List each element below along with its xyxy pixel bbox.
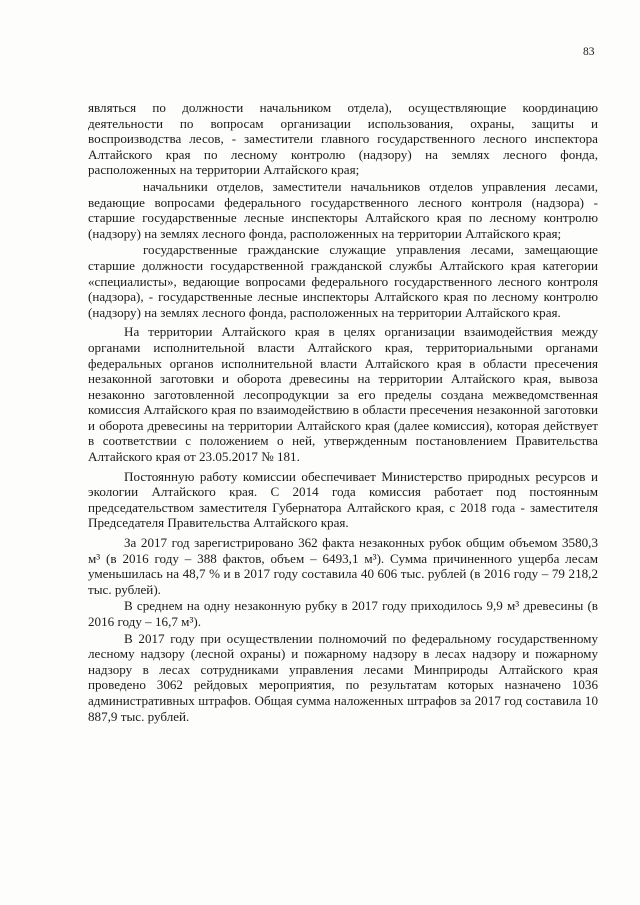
paragraph-4: На территории Алтайского края в целях организации взаимодействия между органами исполнительной власти Алтайского края, территориальными органами федеральных органов исполнительной власти Алтайского края в области пресечения незаконной заготовки и оборота древесины на территории Алтайского края, вывоза незаконно заготовленной лесопродукции за его пределы создана межведомственная комиссия Алтайского края по взаимодействию в области пресечения незаконной заготовки и оборота древесины на территории Алтайского края (далее комиссия), которая действует в соответствии с положением о ней, утвержденным постановлением Правительства Алтайского края от 23.05.2017 № 181.: [88, 324, 598, 465]
paragraph-1: являться по должности начальником отдела), осуществляющие координацию деятельности по вопросам организации использования, охраны, защиты и воспроизводства лесов, - заместители главного государственного лесного инспектора Алтайского края по лесному контролю (надзору) на землях лесного фонда, расположенных на территории Алтайского края;: [88, 100, 598, 178]
document-body: [88, 100, 598, 725]
paragraph-3: государственные гражданские служащие управления лесами, замещающие старшие должности государственной гражданской службы Алтайского края категории «специалисты», ведающие вопросами федерального государственного лесного контроля (надзора), - государственные лесные инспекторы Алтайского края по лесному контролю (надзору) на землях лесного фонда, расположенных на территории Алтайского края.: [88, 242, 598, 320]
page-number: 83: [583, 46, 595, 58]
paragraph-8: В 2017 году при осуществлении полномочий по федеральному государственному лесному надзору (лесной охраны) и пожарному надзору в лесах надзору и пожарному надзору в лесах сотрудниками управления лесами Минприроды Алтайского края проведено 3062 рейдовых мероприятия, по результатам которых назначено 1036 административных штрафов. Общая сумма наложенных штрафов за 2017 год составила 10 887,9 тыс. рублей.: [88, 630, 598, 724]
paragraph-5: Постоянную работу комиссии обеспечивает Министерство природных ресурсов и экологии Алтайского края. С 2014 года комиссия работает под постоянным председательством заместителя Губернатора Алтайского края, с 2018 года - заместителя Председателя Правительства Алтайского края.: [88, 468, 598, 531]
paragraph-6: За 2017 год зарегистрировано 362 факта незаконных рубок общим объемом 3580,3 м³ (в 2016 году – 388 фактов, объем – 6493,1 м³). Сумма причиненного ущерба лесам уменьшилась на 48,7 % и в 2017 году составила 40 606 тыс. рублей (в 2016 году – 79 218,2 тыс. рублей).: [88, 535, 598, 597]
paragraph-7: В среднем на одну незаконную рубку в 2017 году приходилось 9,9 м³ древесины (в 2016 году – 16,7 м³).: [88, 598, 598, 629]
paragraph-2: начальники отделов, заместители начальников отделов управления лесами, ведающие вопросами федерального государственного лесного контроля (надзора) - старшие государственные лесные инспекторы Алтайского края по лесному контролю (надзору) на землях лесного фонда, расположенных на территории Алтайского края;: [88, 178, 598, 241]
